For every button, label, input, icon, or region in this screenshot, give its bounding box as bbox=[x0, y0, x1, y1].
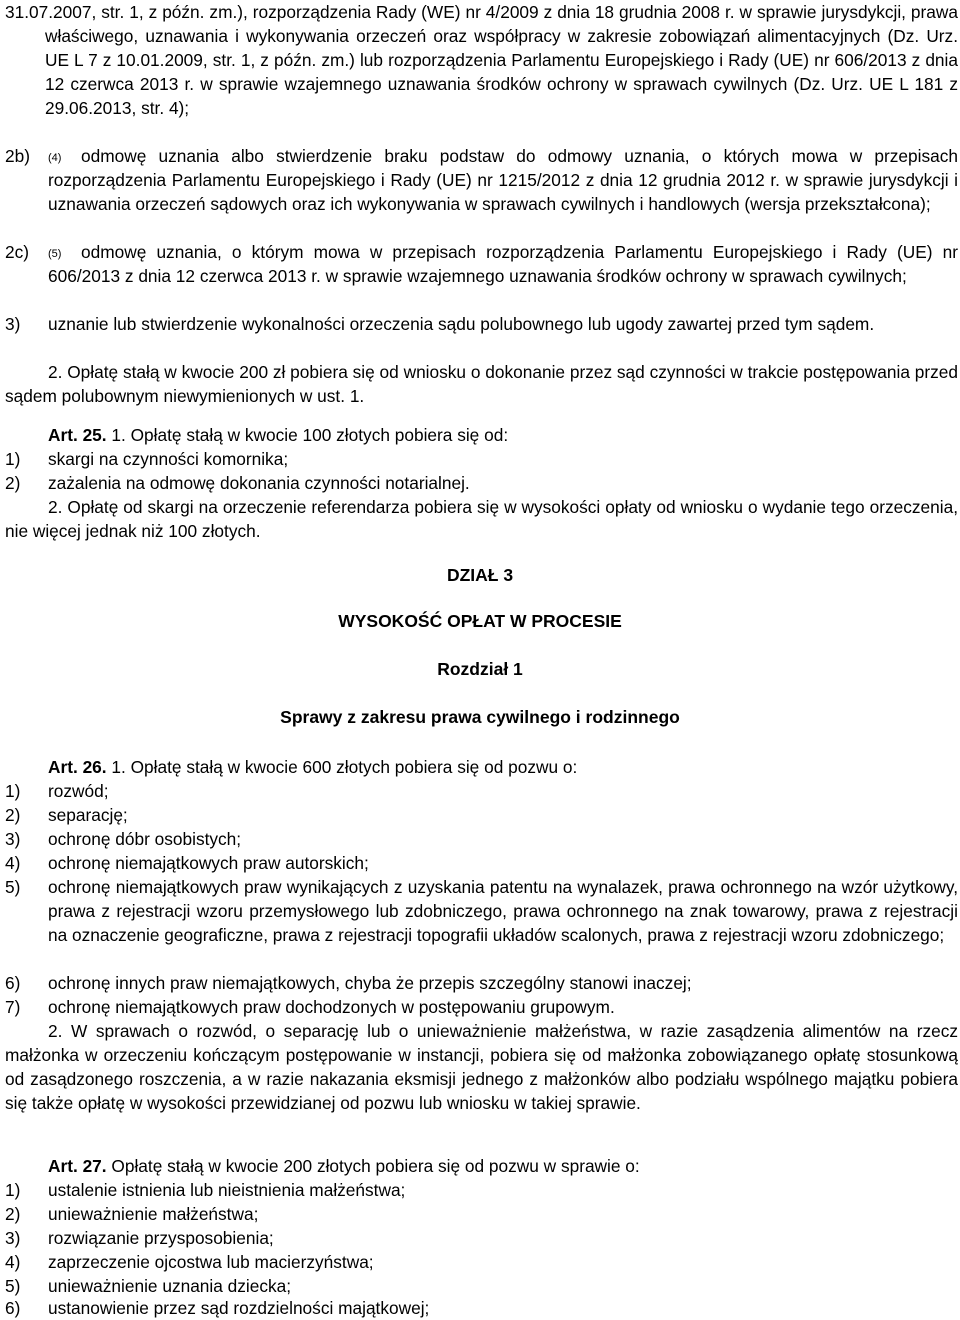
paragraph-art26-2: 2. W sprawach o rozwód, o separację lub o unieważnienie małżeństwa, w razie zasądzenia alimentów na rzecz małżonka w orzeczeniu kończącym postępowanie w instancji, pobiera się od małżonka zobowiązanego opłatę stosunkową od zasądzonego roszczenia, a w razie nakazania eksmisji jednego z małżonków albo podziału wspólnego majątku pobiera się także opłatę w wysokości przewidzianej od pozwu lub wniosku w takiej sprawie. bbox=[5, 1021, 958, 1113]
item-text: rozwód; bbox=[48, 781, 109, 801]
item-text: unieważnienie uznania dziecka; bbox=[48, 1276, 292, 1296]
item-number: 6) bbox=[5, 973, 21, 993]
item-text: skargi na czynności komornika; bbox=[48, 449, 289, 469]
intro-text: 31.07.2007, str. 1, z późn. zm.), rozporządzenia Rady (WE) nr 4/2009 z dnia 18 grudnia 2008 r. w sprawie jurysdykcji, prawa właściwego, uznawania i wykonywania orzeczeń oraz współpracy w zakresie zobowiązań alimentacyjnych (Dz. Urz. UE L 7 z 10.01.2009, str. 1, z późn. zm.) lub rozporządzenia Parlamentu Europejskiego i Rady (UE) nr 606/2013 z dnia 12 czerwca 2013 r. w sprawie wzajemnego uznawania środków ochrony w sprawach cywilnych (Dz. Urz. UE L 181 z 29.06.2013, str. 4); bbox=[5, 2, 958, 118]
item-number: 3) bbox=[5, 1228, 21, 1248]
item-text: ochronę niemajątkowych praw wynikających z uzyskania patentu na wynalazek, prawa ochronnego na wzór użytkowy, prawa z rejestracji wzoru przemysłowego lub zdobniczego, prawa ochronnego na znak towarowy, prawa z rejestracji na oznaczenie geograficzne, prawa z rejestracji topografii układów scalonych, prawa z rejestracji wzoru zdobniczego; bbox=[48, 877, 958, 945]
rozdzial-heading: Rozdział 1 bbox=[437, 659, 523, 679]
article-intro: 1. Opłatę stałą w kwocie 100 złotych pobiera się od: bbox=[106, 425, 509, 445]
item-number: 2c) bbox=[5, 242, 30, 262]
art25-intro bbox=[48, 423, 958, 447]
dzial-heading: DZIAŁ 3 bbox=[446, 565, 514, 585]
item-text: ustalenie istnienia lub nieistnienia małżeństwa; bbox=[48, 1180, 406, 1200]
intro-paragraph bbox=[5, 0, 958, 120]
item-text: ochronę innych praw niemajątkowych, chyba że przepis szczególny stanowi inaczej; bbox=[48, 973, 692, 993]
art27-intro bbox=[48, 1154, 958, 1178]
item-number: 2) bbox=[5, 1204, 21, 1224]
item-text: odmowę uznania, o którym mowa w przepisach rozporządzenia Parlamentu Europejskiego i Rady (UE) nr 606/2013 z dnia 12 czerwca 2013 r. w sprawie wzajemnego uznawania środków ochrony w sprawach cywilnych; bbox=[48, 242, 958, 286]
item-number: 7) bbox=[5, 997, 21, 1017]
item-text: uznanie lub stwierdzenie wykonalności orzeczenia sądu polubownego lub ugody zawartej przed tym sądem. bbox=[48, 314, 875, 334]
item-number: 2) bbox=[5, 473, 21, 493]
item-number: 2b) bbox=[5, 146, 30, 166]
article-label: Art. 25. bbox=[48, 425, 107, 445]
article-intro: 1. Opłatę stałą w kwocie 600 złotych pobiera się od pozwu o: bbox=[106, 757, 578, 777]
footnote-ref: (5) bbox=[48, 248, 62, 260]
item-number: 2) bbox=[5, 805, 21, 825]
rozdzial-title: Sprawy z zakresu prawa cywilnego i rodzinnego bbox=[280, 707, 680, 727]
paragraph-art25-2: 2. Opłatę od skargi na orzeczenie referendarza pobiera się w wysokości opłaty od wniosku o wydanie tego orzeczenia, nie więcej jednak niż 100 złotych. bbox=[5, 497, 958, 541]
item-text: ochronę dóbr osobistych; bbox=[48, 829, 242, 849]
art26-intro bbox=[48, 755, 958, 779]
article-label: Art. 26. bbox=[48, 757, 107, 777]
article-intro: Opłatę stałą w kwocie 200 złotych pobiera się od pozwu w sprawie o: bbox=[106, 1156, 640, 1176]
item-text: unieważnienie małżeństwa; bbox=[48, 1204, 259, 1224]
item-number: 1) bbox=[5, 781, 21, 801]
dzial-title: WYSOKOŚĆ OPŁAT W PROCESIE bbox=[338, 611, 622, 631]
item-number: 4) bbox=[5, 853, 21, 873]
item-number: 1) bbox=[5, 449, 21, 469]
footnote-ref: (4) bbox=[48, 152, 62, 164]
item-text: ochronę niemajątkowych praw dochodzonych w postępowaniu grupowym. bbox=[48, 997, 615, 1017]
item-number: 3) bbox=[5, 829, 21, 849]
item-number: 5) bbox=[5, 1276, 21, 1296]
item-number: 6) bbox=[5, 1298, 21, 1318]
item-text: odmowę uznania albo stwierdzenie braku podstaw do odmowy uznania, o których mowa w przepisach rozporządzenia Parlamentu Europejskiego i Rady (UE) nr 1215/2012 z dnia 12 grudnia 2012 r. w sprawie jurysdykcji i uznawania orzeczeń sądowych oraz ich wykonywania w sprawach cywilnych i handlowych (wersja przekształcona); bbox=[48, 146, 958, 214]
item-text: zażalenia na odmowę dokonania czynności notarialnej. bbox=[48, 473, 470, 493]
item-number: 1) bbox=[5, 1180, 21, 1200]
item-number: 5) bbox=[5, 877, 21, 897]
item-body bbox=[48, 144, 958, 216]
paragraph-art24-2: 2. Opłatę stałą w kwocie 200 zł pobiera się od wniosku o dokonanie przez sąd czynności w trakcie postępowania przed sądem polubownym niewymienionych w ust. 1. bbox=[5, 362, 958, 406]
item-text: rozwiązanie przysposobienia; bbox=[48, 1228, 274, 1248]
item-number: 4) bbox=[5, 1252, 21, 1272]
item-text: ochronę niemajątkowych praw autorskich; bbox=[48, 853, 369, 873]
item-body bbox=[48, 240, 958, 288]
item-text: ustanowienie przez sąd rozdzielności majątkowej; bbox=[48, 1298, 430, 1318]
item-number: 3) bbox=[5, 314, 21, 334]
item-text: separację; bbox=[48, 805, 128, 825]
item-text: zaprzeczenie ojcostwa lub macierzyństwa; bbox=[48, 1252, 374, 1272]
article-label: Art. 27. bbox=[48, 1156, 107, 1176]
